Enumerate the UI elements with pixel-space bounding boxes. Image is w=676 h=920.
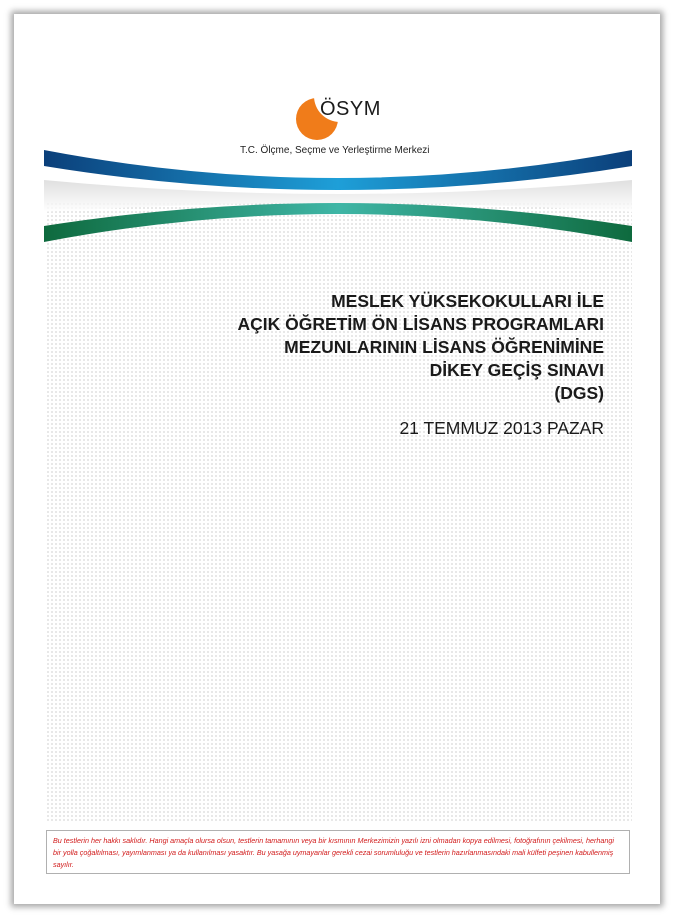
exam-date: 21 TEMMUZ 2013 PAZAR (399, 418, 604, 438)
header-swoosh-decoration (44, 150, 632, 242)
exam-title-line: AÇIK ÖĞRETİM ÖN LİSANS PROGRAMLARI (237, 314, 604, 334)
exam-title-line: DİKEY GEÇİŞ SINAVI (429, 360, 604, 380)
copyright-notice: Bu testlerin her hakkı saklıdır. Hangi amaçla olursa olsun, testlerin tamamının veya bir kısmının Merkezimizin yazılı izni olmadan kopya edilmesi, fotoğrafının çekilmesi, herhangi bir yolla çoğaltılması, yayımlanması ya da kullanılması yasaktır. Bu yasağa uymayanlar gerekli cezai sorumluluğu ve testlerin hazırlanmasındaki mali külfeti peşinen kabullenmiş sayılır. (46, 830, 630, 874)
institution-subtitle: T.C. Ölçme, Seçme ve Yerleştirme Merkezi (240, 145, 430, 156)
logo-text: ÖSYM (320, 98, 381, 120)
green-swoosh (44, 203, 632, 242)
osym-logo (296, 96, 426, 142)
exam-title-line: MEZUNLARININ LİSANS ÖĞRENİMİNE (284, 337, 604, 357)
blue-swoosh (44, 150, 632, 190)
exam-title (84, 290, 604, 405)
exam-title-line: MESLEK YÜKSEKOKULLARI İLE (331, 291, 604, 311)
exam-title-line: (DGS) (554, 383, 604, 403)
